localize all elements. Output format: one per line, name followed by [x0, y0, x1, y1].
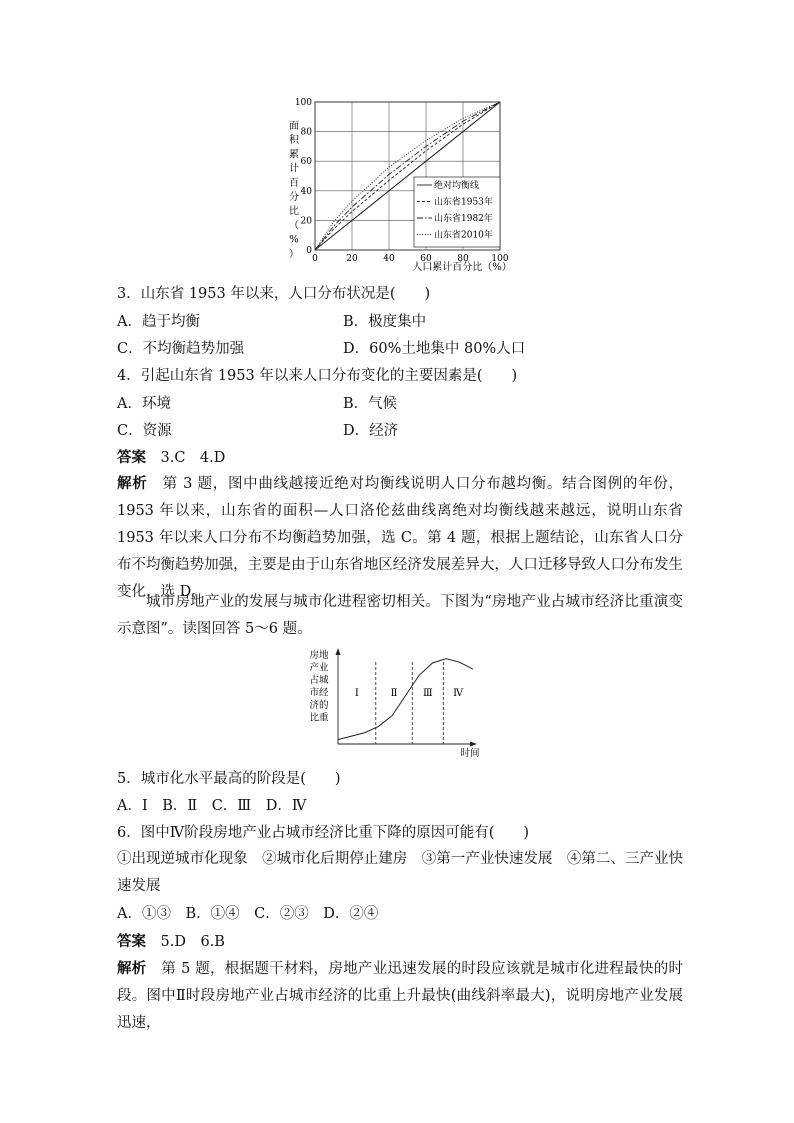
legend-label: 绝对均衡线 [434, 181, 480, 191]
explanation-block-2 [117, 955, 683, 1037]
q5-options: A．Ⅰ B．Ⅱ C．Ⅲ D．Ⅳ [117, 798, 307, 814]
question-5-stem: 5．城市化水平最高的阶段是( ) [117, 771, 341, 787]
answer-label: 答案 [117, 933, 146, 950]
y-axis-label-line: 市经 [309, 687, 329, 699]
q4-option-c: C．资源 [117, 423, 172, 439]
x-axis-label: 人口累计百分比（%） [412, 262, 512, 273]
y-axis-label-char: 累 [289, 149, 299, 161]
stage-label: Ⅳ [453, 688, 464, 699]
stage-label: Ⅰ [354, 688, 359, 699]
y-tick-label: 60 [300, 157, 312, 168]
answer-block-1 [117, 448, 225, 468]
legend-label: 山东省1982年 [434, 214, 493, 224]
y-axis-arrow [336, 648, 341, 655]
y-axis-label-line: 占城 [309, 675, 329, 686]
x-tick-label: 20 [346, 254, 358, 264]
x-axis-label: 时间 [460, 748, 480, 759]
question-4-stem: 4．引起山东省 1953 年以来人口分布变化的主要因素是( ) [117, 368, 518, 384]
y-axis-label-char: 计 [289, 163, 299, 175]
q3-option-c: C．不均衡趋势加强 [117, 341, 245, 357]
y-tick-label: 80 [300, 127, 312, 138]
answer-text: 5.D 6.B [160, 934, 225, 950]
answer-label: 答案 [117, 449, 146, 466]
x-tick-label: 0 [312, 254, 318, 264]
question-3-stem: 3．山东省 1953 年以来，人口分布状况是( ) [117, 286, 431, 302]
answer-block-2 [117, 932, 225, 952]
q3-option-d: D．60%土地集中 80%人口 [343, 341, 526, 357]
x-tick-label: 100 [491, 254, 509, 264]
y-axis-label-line: 产业 [309, 662, 329, 674]
y-tick-label: 0 [306, 246, 312, 256]
intro-paragraph: 城市房地产业的发展与城市化进程密切相关。下图为“房地产业占城市经济比重演变示意图”。读图回答 5～6 题。 [117, 594, 683, 637]
y-axis-label-line: 房地 [309, 650, 329, 661]
y-axis-label-char: % [289, 234, 299, 246]
legend-label: 山东省2010年 [434, 230, 493, 241]
q4-option-a: A．环境 [117, 396, 171, 412]
y-tick-label: 40 [300, 186, 312, 197]
y-axis-label-char: （ [289, 220, 299, 232]
y-axis-label-char: ） [289, 248, 299, 260]
y-tick-label: 20 [300, 216, 312, 227]
q4-option-d: D．经济 [343, 423, 399, 439]
real-estate-curve [338, 659, 473, 740]
q4-option-b: B．气候 [343, 396, 398, 412]
x-tick-label: 40 [383, 254, 395, 264]
stage-label: Ⅲ [422, 688, 433, 699]
stage-label: Ⅱ [390, 688, 398, 699]
y-axis-label-char: 分 [289, 192, 299, 203]
q6-options: A．①③ B．①④ C．②③ D．②④ [117, 906, 379, 922]
legend-label: 山东省1953年 [434, 197, 493, 208]
x-tick-label: 80 [457, 254, 469, 264]
question-6-stem: 6．图中Ⅳ阶段房地产业占城市经济比重下降的原因可能有( ) [117, 825, 530, 841]
q6-items: ①出现逆城市化现象 ②城市化后期停止建房 ③第一产业快速发展 ④第二、三产业快速发展 [117, 851, 683, 894]
answer-text: 3.C 4.D [160, 450, 226, 466]
x-axis-arrow [470, 742, 477, 747]
real-estate-chart [305, 644, 490, 760]
y-axis-label-char: 比 [289, 206, 299, 218]
y-axis-label-char: 积 [289, 135, 299, 147]
explanation-text: 第 5 题，根据题干材料，房地产业迅速发展的时段应该就是城市化进程最快的时段。图中Ⅱ时段房地产业占城市经济的比重上升最快(曲线斜率最大)，说明房地产业发展迅速， [117, 961, 683, 1031]
y-axis-label-char: 百 [289, 177, 299, 189]
q3-option-a: A．趋于均衡 [117, 314, 200, 330]
y-axis-label-char: 面 [289, 121, 299, 132]
x-tick-label: 60 [420, 254, 432, 264]
explanation-label: 解析 [117, 475, 148, 492]
y-axis-label-line: 济的 [309, 700, 329, 711]
explanation-label: 解析 [117, 960, 147, 977]
lorenz-chart [280, 92, 520, 277]
q3-option-b: B．极度集中 [343, 314, 427, 330]
explanation-text: 第 3 题，图中曲线越接近绝对均衡线说明人口分布越均衡。结合图例的年份，1953 年以来，山东省的面积—人口洛伦兹曲线离绝对均衡线越来越远，说明山东省 1953 年以来人口分布不均衡趋势加强，选 C。第 4 题，根据上题结论，山东省人口分布不均衡趋势加强，主要是由于山东省地区经济发展差异大，人口迁移导致人口分布发生变化，选 D。 [117, 476, 683, 600]
y-tick-label: 100 [294, 98, 312, 108]
explanation-block-1 [117, 470, 683, 606]
y-axis-label-line: 比重 [309, 712, 329, 724]
